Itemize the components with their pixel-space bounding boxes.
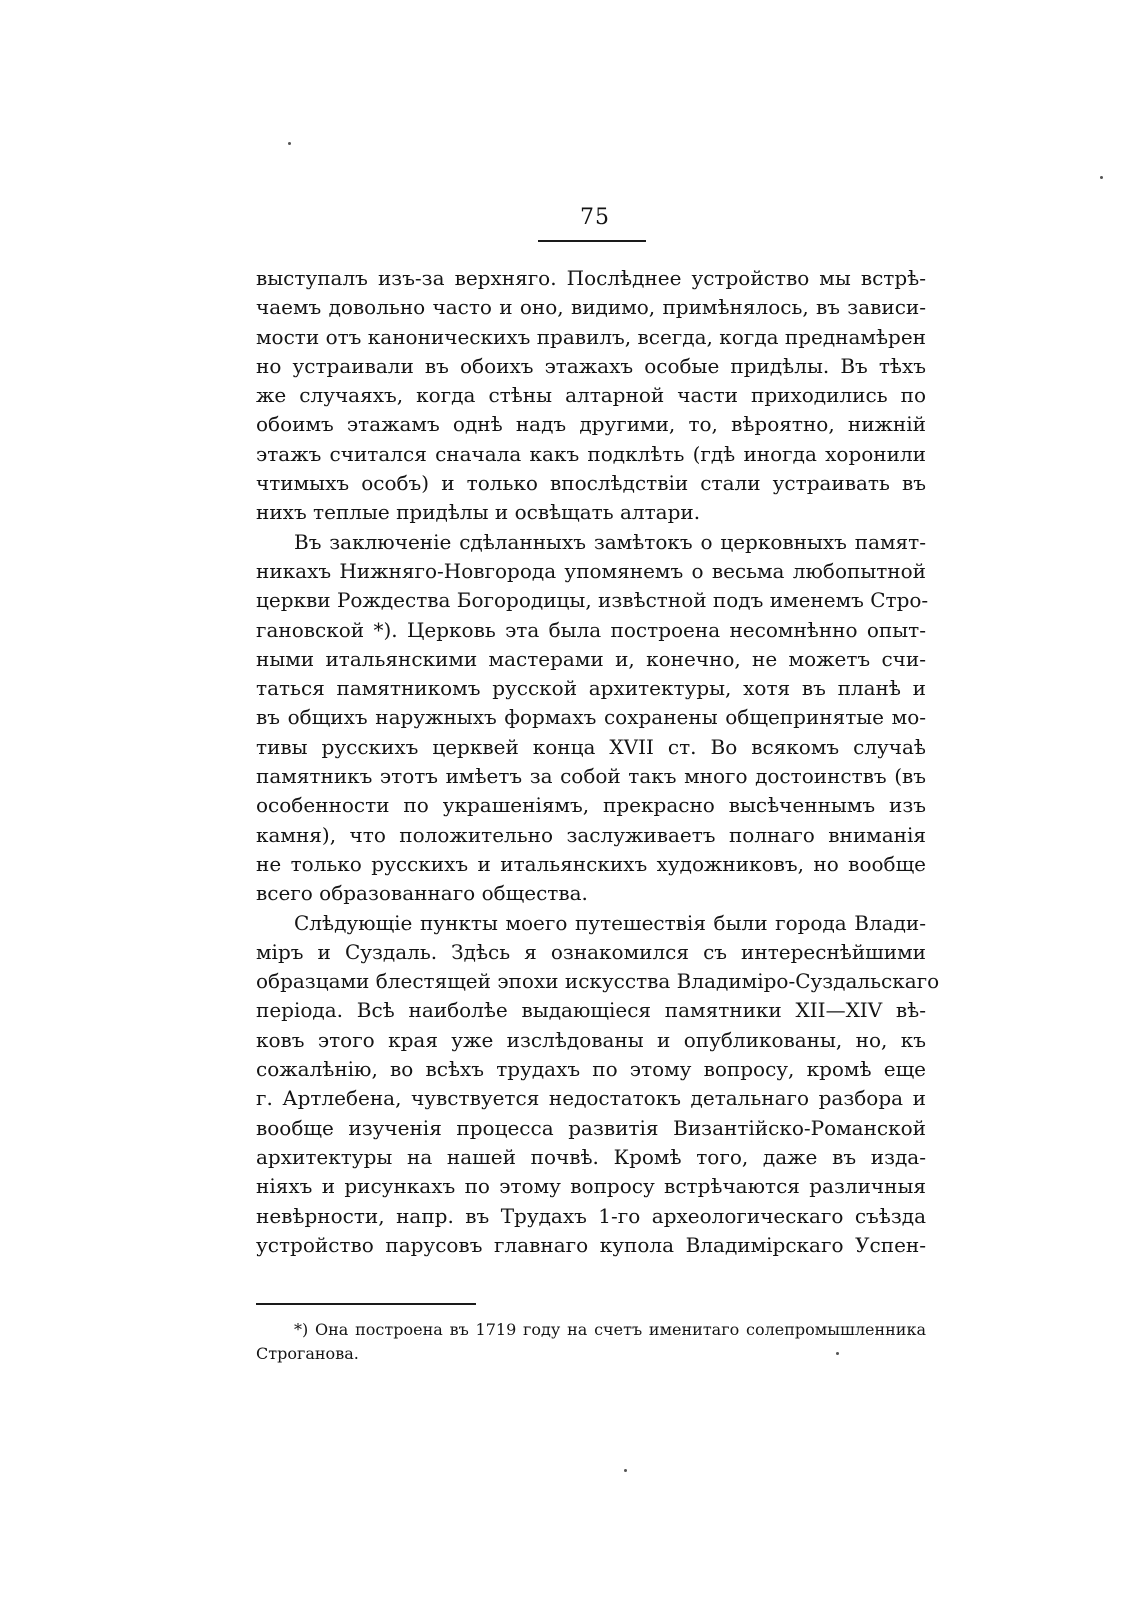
scan-speck: [288, 142, 291, 145]
text-line: выступалъ изъ-за верхняго. Послѣднее устройство мы встрѣ-: [256, 266, 926, 290]
text-line: чаемъ довольно часто и оно, видимо, примѣнялось, въ зависи-: [256, 295, 926, 320]
header-rule: [538, 240, 646, 242]
paragraph-1: [256, 264, 926, 528]
text-line: не только русскихъ и итальянскихъ художниковъ, но вообще: [256, 851, 926, 876]
scan-speck: [836, 1352, 839, 1355]
text-line: ковъ этого края уже изслѣдованы и опубликованы, но, къ: [256, 1027, 926, 1052]
text-line: устройство парусовъ главнаго купола Владимірскаго Успен-: [256, 1232, 926, 1257]
paragraph-3: [256, 909, 940, 1261]
text-line: міръ и Суздаль. Здѣсь я ознакомился съ интереснѣйшими: [256, 939, 926, 964]
text-line: сожалѣнію, во всѣхъ трудахъ по этому вопросу, кромѣ еще: [256, 1057, 926, 1082]
footnote: [256, 1318, 926, 1366]
text-line: нихъ теплые придѣлы и освѣщать алтари.: [256, 500, 701, 525]
body-text: [256, 264, 940, 1260]
text-line: обоимъ этажамъ однѣ надъ другими, то, вѣроятно, нижній: [256, 412, 926, 437]
text-line: мости отъ каноническихъ правилъ, всегда, когда преднамѣрен: [256, 324, 926, 349]
scan-speck: [1100, 176, 1103, 179]
text-line: тивы русскихъ церквей конца XVII ст. Во всякомъ случаѣ: [256, 734, 926, 759]
footnote-line: *) Она построена въ 1719 году на счетъ именитаго солепромышленника: [294, 1320, 926, 1339]
text-line: но устраивали въ обоихъ этажахъ особые придѣлы. Въ тѣхъ: [256, 353, 926, 378]
text-line: особенности по украшеніямъ, прекрасно высѣченнымъ изъ: [256, 793, 926, 818]
text-line: въ общихъ наружныхъ формахъ сохранены общепринятые мо-: [256, 705, 926, 730]
text-line: ніяхъ и рисункахъ по этому вопросу встрѣчаются различныя: [256, 1174, 926, 1199]
text-line: таться памятникомъ русской архитектуры, хотя въ планѣ и: [256, 676, 926, 701]
text-line: Слѣдующіе пункты моего путешествія были города Влади-: [294, 910, 926, 935]
text-line: всего образованнаго общества.: [256, 881, 588, 906]
page-number: 75: [580, 205, 610, 230]
text-line: памятникъ этотъ имѣетъ за собой такъ много достоинствъ (въ: [256, 764, 926, 789]
footnote-line: Строганова.: [256, 1344, 359, 1363]
text-line: этажъ считался сначала какъ подклѣть (гдѣ иногда хоронили: [256, 441, 926, 466]
text-line: вообще изученія процесса развитія Византійско-Романской: [256, 1115, 926, 1140]
text-line: гановской *). Церковь эта была построена несомнѣнно опыт-: [256, 617, 926, 642]
text-line: Въ заключеніе сдѣланныхъ замѣтокъ о церковныхъ памят-: [294, 529, 926, 554]
text-line: никахъ Нижняго-Новгорода упомянемъ о весьма любопытной: [256, 558, 926, 583]
text-line: чтимыхъ особъ) и только впослѣдствіи стали устраивать въ: [256, 471, 926, 496]
text-line: періода. Всѣ наиболѣе выдающіеся памятники XII—XIV вѣ-: [256, 998, 926, 1023]
paragraph-2: [256, 528, 929, 909]
text-line: архитектуры на нашей почвѣ. Кромѣ того, даже въ изда-: [256, 1144, 926, 1169]
text-line: церкви Рождества Богородицы, извѣстной подъ именемъ Стро-: [256, 588, 929, 613]
text-line: же случаяхъ, когда стѣны алтарной части приходились по: [256, 383, 926, 408]
footnote-rule: [256, 1303, 476, 1305]
text-line: невѣрности, напр. въ Трудахъ 1-го археологическаго съѣзда: [256, 1203, 926, 1228]
scan-speck: [624, 1469, 627, 1472]
text-line: г. Артлебена, чувствуется недостатокъ детальнаго разбора и: [256, 1086, 926, 1111]
text-line: образцами блестящей эпохи искусства Владиміро-Суздальскаго: [256, 969, 940, 994]
text-line: ными итальянскими мастерами и, конечно, не можетъ счи-: [256, 646, 926, 671]
text-line: камня), что положительно заслуживаетъ полнаго вниманія: [256, 822, 926, 847]
